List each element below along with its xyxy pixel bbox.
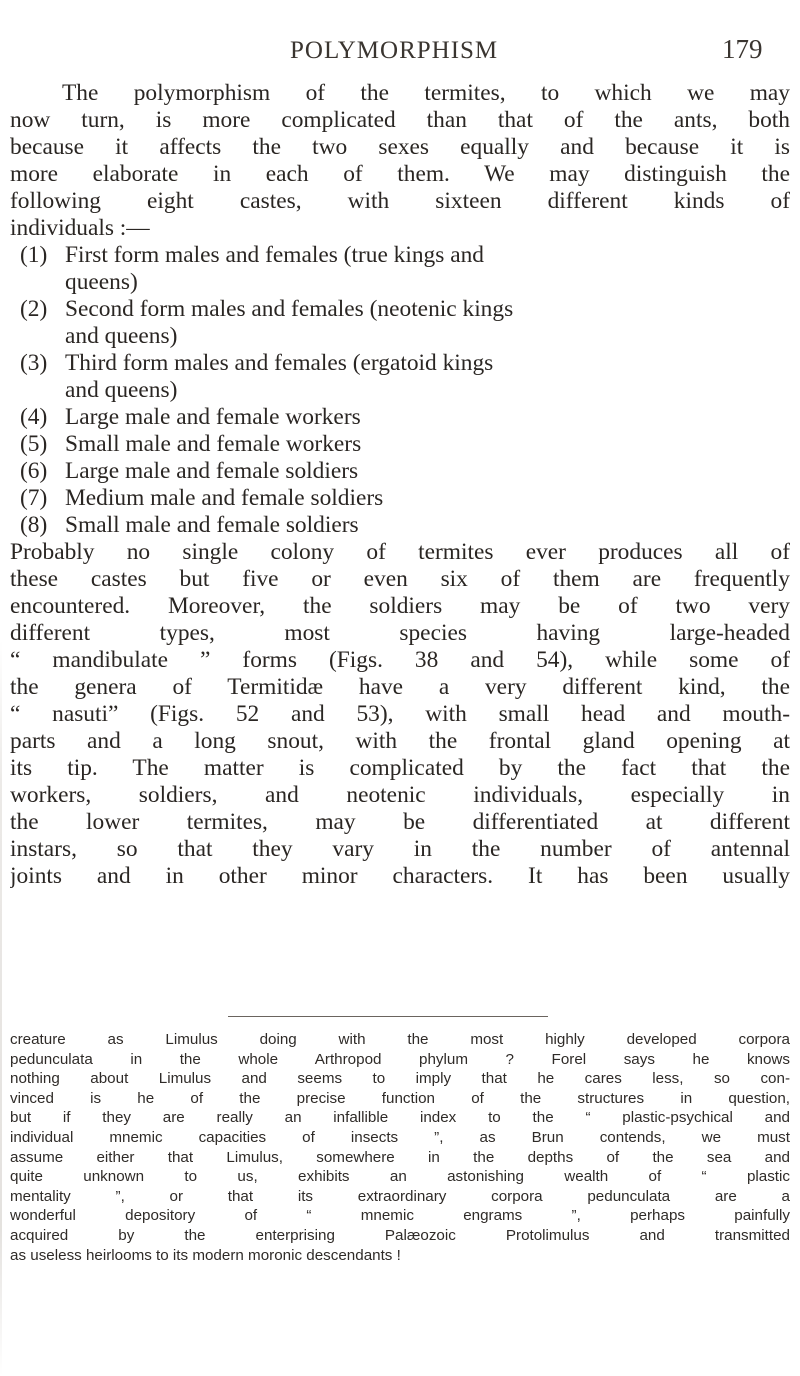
caste-item [10, 458, 790, 485]
caste-item [10, 485, 790, 512]
caste-item [10, 512, 790, 539]
footnote-line: wonderful depository of “ mnemic engrams ”, perhaps painfully [10, 1207, 790, 1225]
main-text [10, 80, 790, 890]
footnote-line: but if they are really an infallible index to the “ plastic-psychical and [10, 1109, 790, 1127]
caste-text: Large male and female workers [65, 404, 361, 430]
footnote-divider [228, 1016, 548, 1017]
text-line: more elaborate in each of them. We may distinguish the [10, 161, 790, 187]
text-line: joints and in other minor characters. It has been usually [10, 863, 790, 889]
text-line: workers, soldiers, and neotenic individuals, especially in [10, 782, 790, 808]
footnote-line: individual mnemic capacities of insects ”, as Brun contends, we must [10, 1128, 790, 1146]
caste-number: (7) [20, 485, 48, 511]
footnote-line: vinced is he of the precise function of the structures in question, [10, 1089, 790, 1107]
text-line: parts and a long snout, with the frontal gland opening at [10, 728, 790, 754]
caste-item [10, 431, 790, 458]
page-number: 179 [722, 34, 763, 64]
footnote-line: assume either that Limulus, somewhere in the depths of the sea and [10, 1148, 790, 1166]
text-line: instars, so that they vary in the number of antennal [10, 836, 790, 862]
text-line: individuals :— [10, 215, 150, 241]
caste-item [10, 404, 790, 431]
text-line: these castes but five or even six of them are frequently [10, 566, 790, 592]
text-line: “ nasuti” (Figs. 52 and 53), with small head and mouth- [10, 701, 790, 727]
text-line: encountered. Moreover, the soldiers may be of two very [10, 593, 790, 619]
caste-text: Small male and female workers [65, 431, 362, 457]
caste-continuation: queens) [65, 269, 138, 295]
caste-number: (6) [20, 458, 48, 484]
page-edge-shadow [0, 640, 2, 1376]
caste-text: Large male and female soldiers [65, 458, 359, 484]
text-line: now turn, is more complicated than that of the ants, both [10, 107, 790, 133]
caste-item [10, 296, 790, 323]
footnote-line: acquired by the enterprising Palæozoic Protolimulus and transmitted [10, 1226, 790, 1244]
text-line: following eight castes, with sixteen different kinds of [10, 188, 790, 214]
caste-text: Third form males and females (ergatoid kings [65, 350, 494, 376]
caste-item [10, 242, 790, 269]
text-line: its tip. The matter is complicated by the fact that the [10, 755, 790, 781]
footnote [10, 1030, 790, 1265]
caste-continuation: and queens) [65, 377, 178, 403]
caste-number: (4) [20, 404, 48, 430]
text-line: because it affects the two sexes equally and because it is [10, 134, 790, 160]
footnote-line: nothing about Limulus and seems to imply that he cares less, so con- [10, 1070, 790, 1088]
caste-number: (3) [20, 350, 48, 376]
caste-number: (8) [20, 512, 48, 538]
caste-number: (2) [20, 296, 48, 322]
footnote-line: mentality ”, or that its extraordinary corpora pedunculata are a [10, 1187, 790, 1205]
text-line: The polymorphism of the termites, to which we may [62, 80, 790, 106]
text-line: Probably no single colony of termites ever produces all of [10, 539, 790, 565]
caste-continuation: and queens) [65, 323, 178, 349]
caste-text: Second form males and females (neotenic kings [65, 296, 514, 322]
caste-item [10, 350, 790, 377]
caste-text: First form males and females (true kings and [65, 242, 484, 268]
footnote-line: pedunculata in the whole Arthropod phylum ? Forel says he knows [10, 1050, 790, 1068]
footnote-line: creature as Limulus doing with the most highly developed corpora [10, 1031, 790, 1048]
text-line: different types, most species having large-headed [10, 620, 790, 646]
text-line: the genera of Termitidæ have a very different kind, the [10, 674, 790, 700]
text-line: the lower termites, may be differentiated at different [10, 809, 790, 835]
footnote-line: as useless heirlooms to its modern moronic descendants ! [10, 1246, 401, 1264]
caste-text: Medium male and female soldiers [65, 485, 384, 511]
footnote-line: quite unknown to us, exhibits an astonishing wealth of “ plastic [10, 1168, 790, 1186]
caste-number: (1) [20, 242, 48, 268]
running-title: POLYMORPHISM [290, 37, 499, 64]
text-line: “ mandibulate ” forms (Figs. 38 and 54), while some of [10, 647, 790, 673]
caste-number: (5) [20, 431, 48, 457]
caste-text: Small male and female soldiers [65, 512, 359, 538]
